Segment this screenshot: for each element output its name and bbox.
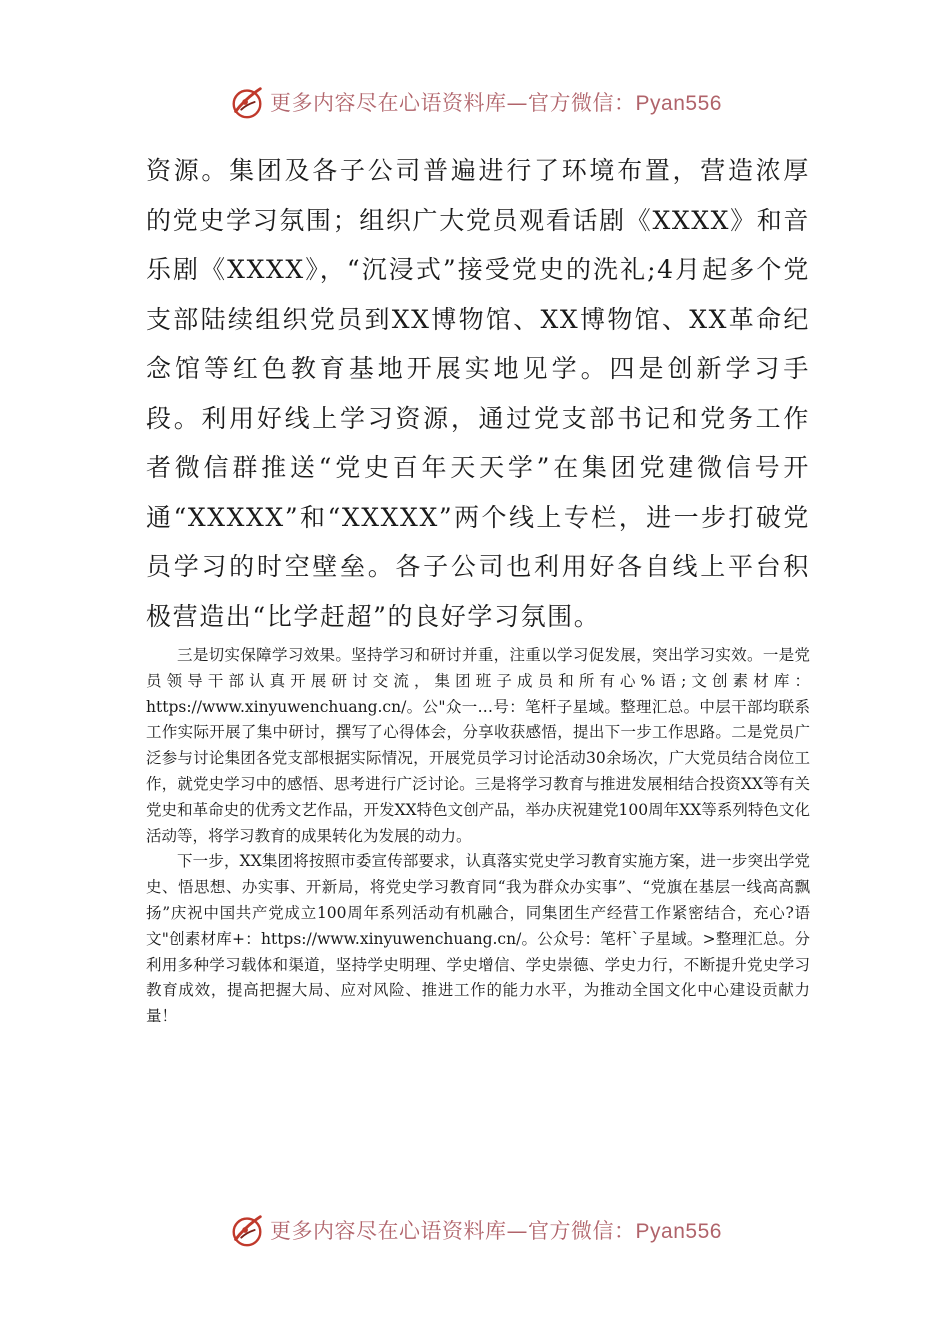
footer-banner — [0, 1208, 950, 1252]
brush-mark-icon — [228, 83, 266, 121]
header-text: 更多内容尽在心语资料库—官方微信：Pyan556 — [270, 91, 722, 115]
header-banner — [0, 80, 950, 124]
paragraph-large: 资源。集团及各子公司普遍进行了环境布置，营造浓厚的党史学习氛围；组织广大党员观看话剧《XXXX》和音乐剧《XXXX》，“沉浸式”接受党史的洗礼;4月起多个党支部陆续组织党员到XX博物馆、XX博物馆、XX革命纪念馆等红色教育基地开展实地见学。四是创新学习手段。利用好线上学习资源，通过党支部书记和党务工作者微信群推送“党史百年天天学”在集团党建微信号开通“XXXXX”和“XXXXX”两个线上专栏，进一步打破党员学习的时空壁垒。各子公司也利用好各自线上平台积极营造出“比学赶超”的良好学习氛围。 — [146, 156, 810, 631]
footer-text: 更多内容尽在心语资料库—官方微信：Pyan556 — [270, 1219, 722, 1243]
brush-mark-icon — [228, 1211, 266, 1249]
paragraph-study-effects: 三是切实保障学习效果。坚持学习和研讨并重，注重以学习促发展，突出学习实效。一是党员领导干部认真开展研讨交流，集团班子成员和所有心%语;文创素材库：https://www.xinyuwenchuang.cn/。公"众一…号：笔杆子星域。整理汇总。中层干部均联系工作实际开展了集中研讨，撰写了心得体会，分享收获感悟，提出下一步工作思路。二是党员广泛参与讨论集团各党支部根据实际情况，开展党员学习讨论活动30余场次，广大党员结合岗位工作，就党史学习中的感悟、思考进行广泛讨论。三是将学习教育与推进发展相结合投资XX等有关党史和革命史的优秀文艺作品，开发XX特色文创产品，举办庆祝建党100周年XX等系列特色文化活动等，将学习教育的成果转化为发展的动力。 — [146, 646, 810, 845]
paragraph-next-steps: 下一步，XX集团将按照市委宣传部要求，认真落实党史学习教育实施方案，进一步突出学党史、悟思想、办实事、开新局，将党史学习教育同“我为群众办实事”、“党旗在基层一线高高飘扬”庆祝中国共产党成立100周年系列活动有机融合，同集团生产经营工作紧密结合，充心?语文"创素材库+：https://www.xinyuwenchuang.cn/。公众号：笔杆`子星域。>整理汇总。分利用多种学习载体和渠道，坚持学史明理、学史增信、学史崇德、学史力行，不断提升党史学习教育成效，提高把握大局、应对风险、推进工作的能力水平，为推动全国文化中心建设贡献力量！ — [146, 852, 810, 1026]
body-text-small — [146, 643, 810, 1030]
